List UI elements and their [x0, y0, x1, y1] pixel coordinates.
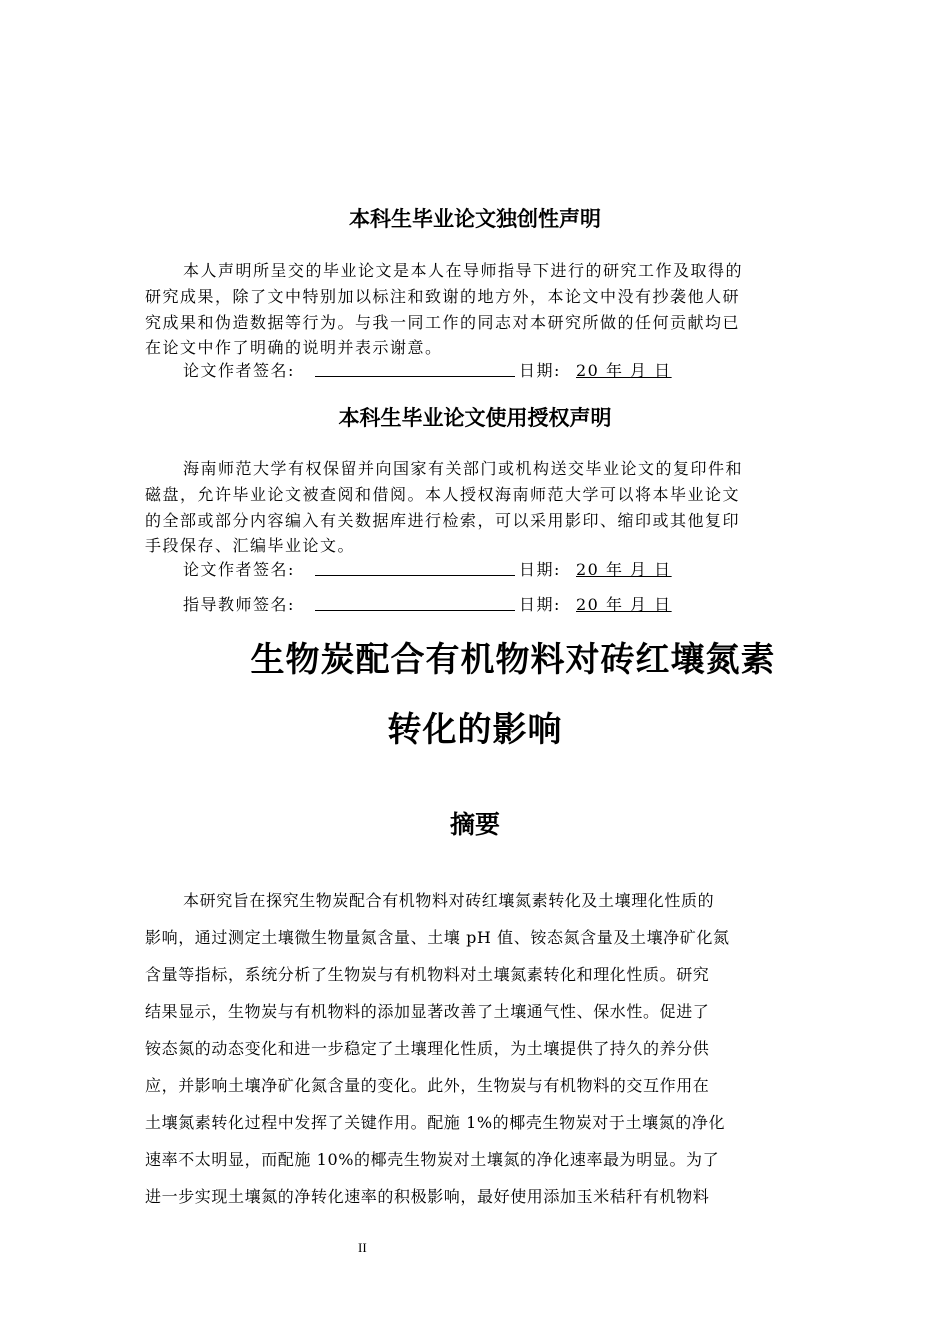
date-field[interactable]: 20 年 月 日: [576, 560, 672, 579]
abstract-heading: 摘要: [449, 810, 500, 839]
declaration-body-line: 究成果和伪造数据等行为。与我一同工作的同志对本研究所做的任何贡献均已: [145, 313, 741, 332]
declaration-signature-row: [183, 358, 743, 380]
authorization-body-line: 海南师范大学有权保留并向国家有关部门或机构送交毕业论文的复印件和: [183, 459, 744, 478]
advisor-signature-label: 指导教师签名:: [183, 595, 295, 614]
thesis-title-line-1: 生物炭配合有机物料对砖红壤氮素: [250, 640, 776, 680]
abstract-line: 含量等指标，系统分析了生物炭与有机物料对土壤氮素转化和理化性质。研究: [145, 965, 710, 984]
abstract-line: 速率不太明显，而配施 10%的椰壳生物炭对土壤氮的净化速率最为明显。为了: [145, 1150, 720, 1169]
abstract-line: 铵态氮的动态变化和进一步稳定了土壤理化性质，为土壤提供了持久的养分供: [145, 1039, 710, 1058]
originality-declaration-title: 本科生毕业论文独创性声明: [349, 207, 601, 231]
abstract-line: 土壤氮素转化过程中发挥了关键作用。配施 1%的椰壳生物炭对于土壤氮的净化: [145, 1113, 726, 1132]
abstract-line: 本研究旨在探究生物炭配合有机物料对砖红壤氮素转化及土壤理化性质的: [183, 891, 715, 910]
author-signature-label: 论文作者签名:: [183, 361, 295, 380]
author-signature-label: 论文作者签名:: [183, 560, 295, 579]
advisor-signature-line[interactable]: [315, 610, 515, 611]
abstract-line: 结果显示，生物炭与有机物料的添加显著改善了土壤通气性、保水性。促进了: [145, 1002, 710, 1021]
authorization-author-signature-row: [183, 557, 763, 579]
declaration-body-line: 本人声明所呈交的毕业论文是本人在导师指导下进行的研究工作及取得的: [183, 261, 744, 280]
authorization-body-line: 的全部或部分内容编入有关数据库进行检索，可以采用影印、缩印或其他复印: [145, 511, 741, 530]
author-signature-line[interactable]: [315, 376, 515, 377]
date-field[interactable]: 20 年 月 日: [576, 361, 672, 380]
date-field[interactable]: 20 年 月 日: [576, 595, 672, 614]
page-number: II: [358, 1240, 367, 1255]
advisor-signature-row: [183, 592, 763, 614]
date-label: 日期:: [519, 560, 561, 579]
abstract-line: 应，并影响土壤净矿化氮含量的变化。此外，生物炭与有机物料的交互作用在: [145, 1076, 710, 1095]
abstract-line: 影响，通过测定土壤微生物量氮含量、土壤 pH 值、铵态氮含量及土壤净矿化氮: [145, 928, 730, 947]
declaration-body-line: 在论文中作了明确的说明并表示谢意。: [145, 338, 443, 357]
date-label: 日期:: [519, 361, 561, 380]
abstract-line: 进一步实现土壤氮的净转化速率的积极影响，最好使用添加玉米秸秆有机物料: [145, 1187, 710, 1206]
authorization-declaration-title: 本科生毕业论文使用授权声明: [338, 406, 612, 430]
author-signature-line[interactable]: [315, 575, 515, 576]
thesis-title-line-2: 转化的影响: [387, 710, 563, 750]
authorization-body-line: 磁盘，允许毕业论文被查阅和借阅。本人授权海南师范大学可以将本毕业论文: [145, 485, 741, 504]
declaration-body-line: 研究成果，除了文中特别加以标注和致谢的地方外，本论文中没有抄袭他人研: [145, 287, 741, 306]
authorization-body-line: 手段保存、汇编毕业论文。: [145, 536, 356, 555]
date-label: 日期:: [519, 595, 561, 614]
